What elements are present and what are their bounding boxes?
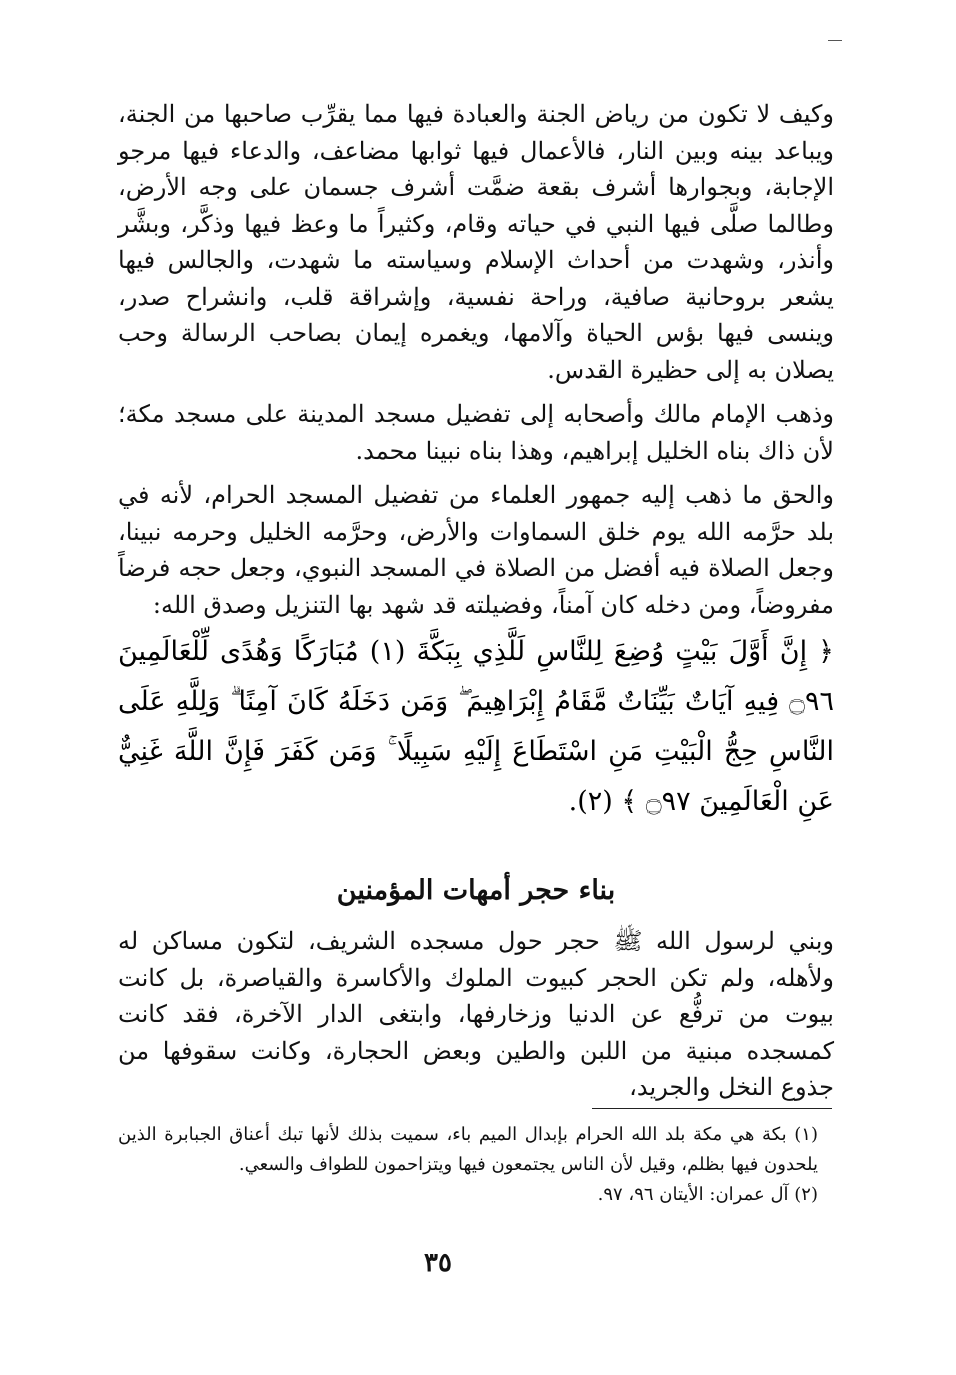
paragraph-malik-opinion: وذهب الإمام مالك وأصحابه إلى تفضيل مسجد المدينة على مسجد مكة؛ لأن ذاك بناه الخليل إبراهيم، وهذا بناه نبينا محمد.: [118, 400, 834, 465]
paragraph-majority-opinion: والحق ما ذهب إليه جمهور العلماء من تفضيل المسجد الحرام، لأنه في بلد حرَّمه الله يوم خلق السماوات والأرض، وحرَّمه الخليل وحرمه نبينا، وجعل الصلاة فيه أفضل من الصلاة في المسجد النبوي، وجعل حجه فرضاً مفروضاً، ومن دخله كان آمناً، وفضيلته قد شهد بها التنزيل وصدق الله:: [118, 481, 834, 619]
paragraph-rawda: وكيف لا تكون من رياض الجنة والعبادة فيها مما يقرِّب صاحبها من الجنة، ويباعد بينه وبين النار، فالأعمال فيها ثوابها مضاعف، والدعاء فيها مرجو الإجابة، وبجوارها أشرف بقعة ضمَّت أشرف جسمان على وجه الأرض، وطالما صلَّى فيها النبي في حياته وقام، وكثيراً ما وعظ فيها وذكَّر، وبشَّر وأنذر، وشهدت من أحداث الإسلام وسياسته ما شهدت، والجالس فيها يشعر بروحانية صافية، وراحة نفسية، وإشراقة قلب، وانشراح صدر، وينسى فيها بؤس الحياة وآلامها، ويغمره إيمان بصاحب الرسالة وحب يصلان به إلى حظيرة القدس.: [118, 100, 835, 384]
footnote-2: (٢) آل عمران: الأيتان ٩٦، ٩٧.: [597, 1184, 818, 1205]
footnote-1: (١) بكة هي مكة بلد الله الحرام بإبدال الميم باء، سميت بذلك لأنها تبك أعناق الجبابرة الذين يلحدون فيها بظلم، وقيل لأن الناس يجتمعون فيها ويتزاحمون للطواف والسعي.: [118, 1124, 818, 1175]
footnotes: [118, 1120, 818, 1210]
page-body: [118, 96, 834, 1106]
section-title: بناء حجر أمهات المؤمنين: [336, 875, 616, 906]
section-paragraph: وبني لرسول الله ﷺ حجر حول مسجده الشريف، لتكون مساكن له ولأهله، ولم تكن الحجر كبيوت الملوك والأكاسرة والقياصرة، بل كانت بيوت من ترفُّع عن الدنيا وزخارفها، وابتغى الدار الآخرة، فقد كانت كمسجده مبنية من اللبن والطين وبعض الحجارة، وكانت سقوفها من جذوع النخل والجريد،: [118, 927, 834, 1101]
footnote-separator: [592, 1108, 832, 1109]
page-number: ٣٥: [424, 1248, 452, 1278]
margin-mark: [828, 40, 842, 41]
quran-verse: ﴿ إِنَّ أَوَّلَ بَيْتٍ وُضِعَ لِلنَّاسِ لَلَّذِي بِبَكَّةَ (١) مُبَارَكًا وَهُدًى لِّلْعَالَمِينَ ۝٩٦ فِيهِ آيَاتٌ بَيِّنَاتٌ مَّقَامُ إِبْرَاهِيمَ ۖ وَمَن دَخَلَهُ كَانَ آمِنًا ۗ وَلِلَّهِ عَلَى النَّاسِ حِجُّ الْبَيْتِ مَنِ اسْتَطَاعَ إِلَيْهِ سَبِيلًا ۚ وَمَن كَفَرَ فَإِنَّ اللَّهَ غَنِيٌّ عَنِ الْعَالَمِينَ ۝٩٧ ﴾ (٢).: [118, 636, 834, 817]
